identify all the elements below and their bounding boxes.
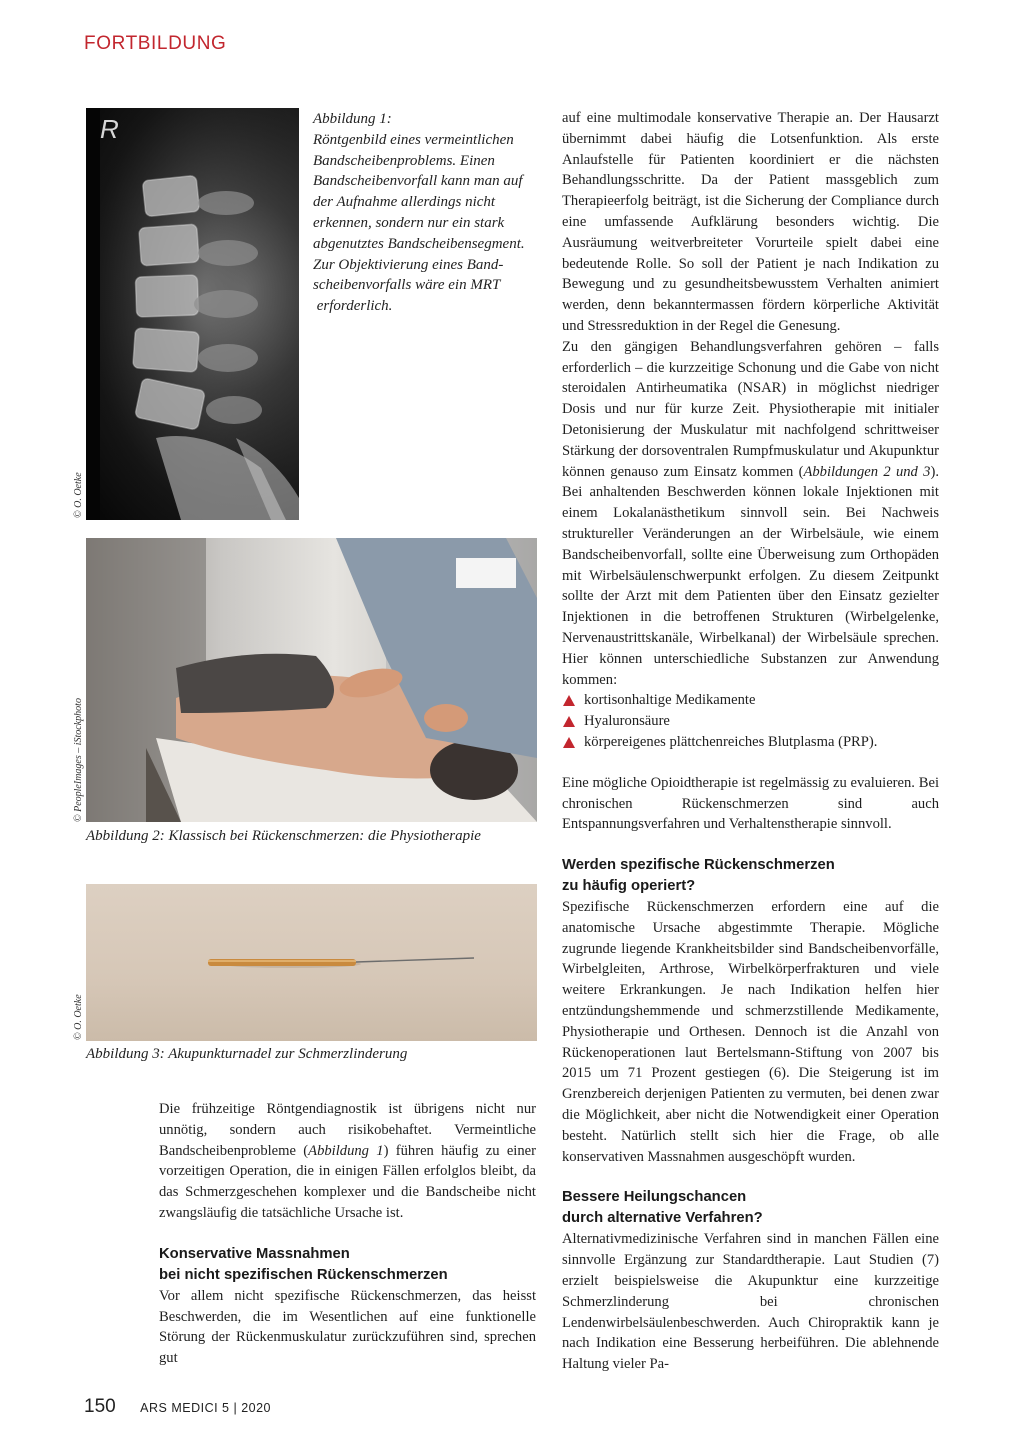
caption-line: erkennen, sondern nur ein stark — [313, 214, 505, 231]
spine-xray-illustration — [86, 108, 299, 520]
paragraph: Vor allem nicht spezifische Rückenschmerzen, das heisst Beschwerden, die im Wesentlichen auf eine funktionelle Störung der Rückenmuskulatur zurückzuführen sind, sprechen gut — [159, 1287, 536, 1367]
caption-line: scheibenvorfalls wäre ein MRT — [313, 277, 501, 294]
figure-2-credit: © PeopleImages – iStockphoto — [73, 698, 84, 822]
figure-reference: Abbildung 1 — [308, 1142, 384, 1159]
section-heading: Konservative Massnahmen bei nicht spezifischen Rückenschmerzen — [159, 1245, 448, 1283]
caption-line: Bandscheibenvorfall kann man auf — [313, 173, 523, 190]
paragraph: Spezifische Rückenschmerzen erfordern eine auf die anatomische Ursache abgestimmte Therapie. Mögliche zugrunde liegende Krankheitsbilder sind Bandscheibenvorfälle, Wirbelgleiten, Arthrose, Wirbelkörperfrakturen und viele weitere Erkrankungen. Je nach Indikation helfen hier entzündungshemmende und schmerzstillende Medikamente, Physiotherapie und Orthesen. Dennoch ist die Anzahl von Rückenoperationen laut Bertelsmann-Stiftung von 2007 bis 2015 um 71 Prozent gestiegen (6). Die Steigerung ist im Grenzbereich derjenigen Patienten zu vermuten, bei denen zwar die Möglichkeit, aber nicht die Notwendigkeit einer Operation besteht. Natürlich stellt sich hier die Frage, ob alle konservativen Massnahmen ausgeschöpft wurden. — [562, 899, 939, 1165]
substance-list — [562, 690, 939, 752]
figure-1-caption — [313, 109, 538, 317]
page-footer — [84, 1396, 271, 1418]
figure-reference: Abbildungen 2 und 3 — [803, 463, 931, 480]
paragraph: auf eine multimodale konservative Therapie an. Der Hausarzt übernimmt dabei häufig die Lotsenfunktion. Als erste Anlaufstelle für Patienten koordiniert er die nächsten Behandlungsschritte. Da der Patient massgeblich zum Therapieerfolg beiträgt, ist die Sicherung der Compliance durch eine umfassende Aufklärung besonders wichtig. Die Ausräumung weitverbreiteter Vorurteile spielt dabei eine bedeutende Rolle. So soll der Patient je nach Indikation zu Bewegung und zu gesundheitsbewusstem Verhalten animiert werden, denn bekanntermassen fördern körperliche Aktivität und Stressreduktion in der Regel die Genesung. — [562, 110, 939, 334]
caption-line: Zur Objektivierung eines Band- — [313, 256, 504, 273]
triangle-bullet-icon — [563, 695, 575, 706]
xray-side-marker: R — [100, 114, 119, 144]
list-item: Hyaluronsäure — [562, 711, 939, 732]
figure-1-credit: © O. Oetke — [73, 472, 84, 518]
section-heading: Werden spezifische Rückenschmerzen zu häufig operiert? — [562, 857, 835, 895]
triangle-bullet-icon — [563, 737, 575, 748]
list-item: körpereigenes plättchenreiches Blutplasma (PRP). — [562, 732, 939, 753]
caption-line: Abbildung 1: — [313, 111, 392, 127]
caption-line: abgenutztes Bandscheibensegment. — [313, 235, 525, 252]
journal-issue: ARS MEDICI 5 | 2020 — [140, 1401, 272, 1415]
caption-line: der Aufnahme allerdings nicht — [313, 194, 496, 211]
figure-3-caption: Abbildung 3: Akupunkturnadel zur Schmerzlinderung — [86, 1046, 408, 1062]
figure-2-caption: Abbildung 2: Klassisch bei Rückenschmerzen: die Physiotherapie — [86, 828, 481, 844]
physiotherapy-illustration — [86, 538, 537, 822]
paragraph: Alternativmedizinische Verfahren sind in manchen Fällen eine sinnvolle Ergänzung zur Standardtherapie. Laut Studien (7) erzielt beispielsweise die Akupunktur eine kurzzeitige Schmerzlinderung bei chronischen Lendenwirbelsäulenbeschwerden. Auch Chiropraktik kann je nach Indikation eine Besserung herbeiführen. Die ablehnende Haltung vieler Pa- — [562, 1231, 939, 1373]
figure-1-xray-image — [86, 108, 299, 520]
paragraph: Eine mögliche Opioidtherapie ist regelmässig zu evaluieren. Bei chronischen Rückenschmerzen sind auch Entspannungsverfahren und Verhaltenstherapie sinnvoll. — [562, 774, 939, 833]
list-item: kortisonhaltige Medikamente — [562, 690, 939, 711]
acupuncture-needle-illustration — [86, 884, 537, 1041]
figure-3-credit: © O. Oetke — [73, 994, 84, 1040]
caption-line: erforderlich. — [313, 298, 393, 315]
left-text-column — [159, 1099, 536, 1369]
caption-line: Bandscheibenproblems. Einen — [313, 152, 495, 169]
right-text-column — [562, 108, 939, 1375]
triangle-bullet-icon — [563, 716, 575, 727]
section-heading: Bessere Heilungschancen durch alternative Verfahren? — [562, 1189, 763, 1227]
page-number: 150 — [84, 1396, 116, 1417]
figure-3-acupuncture-needle-photo — [86, 884, 537, 1041]
paragraph: Die frühzeitige Röntgendiagnostik ist übrigens nicht nur unnötig, sondern auch risikobehaftet. Vermeintliche Bandscheibenprobleme (Abbildung 1) führen häufig zu einer vorzeitigen Operation, die in einigen Fällen erfolglos bleibt, da das Schmerzgeschehen komplexer und die Bandscheibe nicht zwangsläufig die tatsächliche Ursache ist. — [159, 1101, 536, 1221]
section-title: FORTBILDUNG — [84, 33, 227, 54]
caption-line: Röntgenbild eines vermeintlichen — [313, 131, 514, 148]
figure-2-physiotherapy-photo — [86, 538, 537, 822]
paragraph: Zu den gängigen Behandlungsverfahren gehören – falls erforderlich – die kurzzeitige Schonung und die Gabe von nicht steroidalen Antirheumatika (NSAR) in möglichst niedriger Dosis und nur für kurze Zeit. Physiotherapie mit initialer Detonisierung der Muskulatur mit nachfolgend schrittweiser Stärkung der dorsoventralen Rumpfmuskulatur und Akupunktur können genauso zum Einsatz kommen (Abbildungen 2 und 3). Bei anhaltenden Beschwerden können lokale Injektionen mit einem Lokalanästhetikum sinnvoll sein. Bei Nachweis struktureller Veränderungen an der Wirbelsäule, wie einem Bandscheibenvorfall, sollte eine Überweisung zum Orthopäden mit Wirbelsäulenschwerpunkt erfolgen. Zu diesem Zeitpunkt sollte der Arzt mit dem Patienten über den Einsatz gezielter Injektionen in die betroffenen Strukturen (Wirbelgelenke, Nervenaustrittskanäle, Wirbelkanal) der Wirbelsäule sprechen. Hier können unterschiedliche Substanzen zur Anwendung kommen: — [562, 338, 939, 688]
